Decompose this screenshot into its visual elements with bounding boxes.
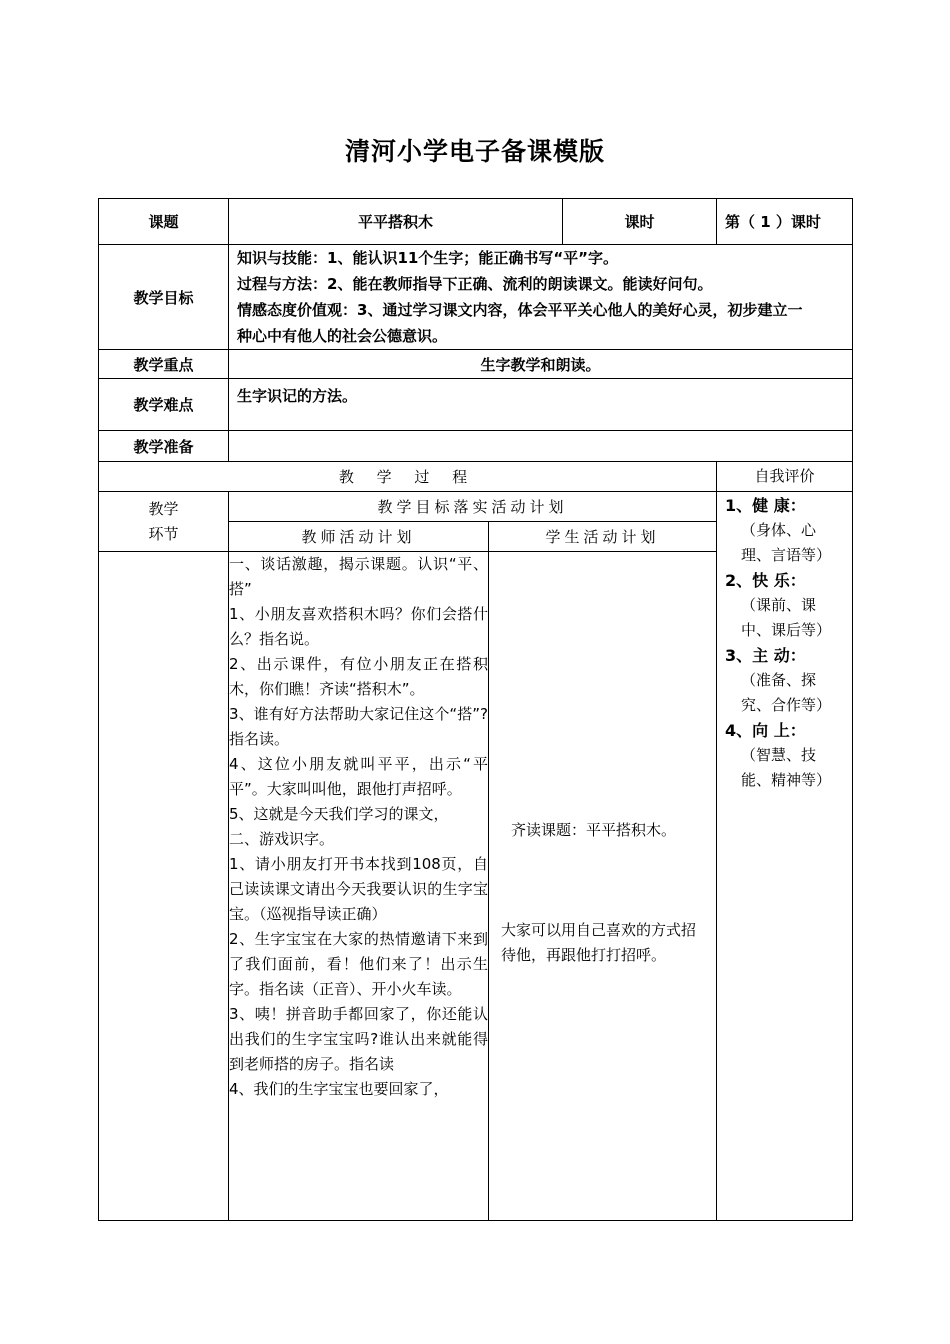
teacher-item: 二、游戏识字。 (229, 830, 335, 848)
preparation-row (99, 431, 853, 462)
plan-label: 教学目标落实活动计划 (229, 492, 717, 522)
eval-active-detail: （准备、探究、合作等） (741, 671, 832, 714)
teacher-item: 1、请小朋友打开书本找到108页，自己读读课文请出今天我要认识的生字宝宝。（巡视指导读正确） (229, 855, 488, 923)
eval-happy-title: 2、快 乐： (725, 571, 806, 590)
stage-label-line: 教学 (148, 499, 179, 518)
teacher-item: 2、出示课件，有位小朋友正在搭积木，你们瞧！齐读“搭积木”。 (229, 655, 488, 698)
difficulty-row (99, 379, 853, 431)
goal-line: 种心中有他人的社会公德意识。 (237, 327, 448, 345)
stage-label (99, 492, 229, 552)
teacher-item: 3、咦！拼音助手都回家了，你还能认出我们的生字宝宝吗?谁认出来就能得到老师搭的房子。指名读 (229, 1005, 488, 1073)
goals-row (99, 245, 853, 350)
self-eval-content (717, 492, 853, 1221)
teacher-item: 4、这位小朋友就叫平平，出示“平平”。大家叫叫他，跟他打声招呼。 (229, 755, 488, 798)
eval-happy-detail: （课前、课中、课后等） (741, 596, 832, 639)
difficulty-value: 生字识记的方法。 (229, 379, 853, 431)
eval-upward-detail: （智慧、技能、精神等） (741, 746, 832, 789)
eval-health-detail: （身体、心理、言语等） (741, 521, 832, 564)
difficulty-label: 教学难点 (99, 379, 229, 431)
key-point-value: 生字教学和朗读。 (229, 350, 853, 379)
goals-content (229, 245, 853, 350)
goal-line: 知识与技能：1、能认识11个生字；能正确书写“平”字。 (237, 249, 619, 267)
process-header-row (99, 462, 853, 492)
preparation-label: 教学准备 (99, 431, 229, 462)
teacher-item: 2、生字宝宝在大家的热情邀请下来到了我们面前，看！他们来了！出示生字。指名读（正音）、开小火车读。 (229, 930, 488, 998)
teacher-item: 一、谈话激趣，揭示课题。认识“平、搭” (229, 555, 488, 598)
eval-active-title: 3、主 动： (725, 646, 806, 665)
period-value: 第（ 1 ）课时 (717, 199, 853, 245)
teacher-label: 教师活动计划 (229, 522, 489, 552)
teacher-item: 3、谁有好方法帮助大家记住这个“搭”?指名读。 (229, 705, 488, 748)
stage-label-line: 环节 (148, 524, 179, 543)
student-activities (489, 552, 717, 1221)
key-point-label: 教学重点 (99, 350, 229, 379)
plan-header-row (99, 492, 853, 522)
topic-label: 课题 (99, 199, 229, 245)
key-point-row (99, 350, 853, 379)
eval-health-title: 1、健 康： (725, 496, 806, 515)
goals-label: 教学目标 (99, 245, 229, 350)
teacher-item: 4、我们的生字宝宝也要回家了， (229, 1080, 449, 1098)
self-eval-label: 自我评价 (717, 462, 853, 492)
preparation-value (229, 431, 853, 462)
lesson-plan-table (98, 198, 853, 1221)
page-title: 清河小学电子备课模版 (344, 137, 605, 166)
goal-line: 过程与方法：2、能在教师指导下正确、流利的朗读课文。能读好问句。 (237, 275, 713, 293)
student-item: 齐读课题：平平搭积木。 (511, 821, 677, 839)
teacher-item: 5、这就是今天我们学习的课文， (229, 805, 449, 823)
period-label: 课时 (563, 199, 717, 245)
topic-row (99, 199, 853, 245)
topic-value: 平平搭积木 (229, 199, 563, 245)
self-eval-list (717, 492, 852, 793)
student-label: 学生活动计划 (489, 522, 717, 552)
eval-upward-title: 4、向 上： (725, 721, 806, 740)
teacher-activities (229, 552, 489, 1221)
teacher-item: 1、小朋友喜欢搭积木吗？你们会搭什么？指名说。 (229, 605, 488, 648)
goal-line: 情感态度价值观：3、通过学习课文内容，体会平平关心他人的美好心灵，初步建立一 (237, 301, 803, 319)
stage-cell (99, 552, 229, 1221)
process-label: 教 学 过 程 (99, 462, 717, 492)
student-item: 大家可以用自己喜欢的方式招待他，再跟他打打招呼。 (501, 921, 697, 964)
